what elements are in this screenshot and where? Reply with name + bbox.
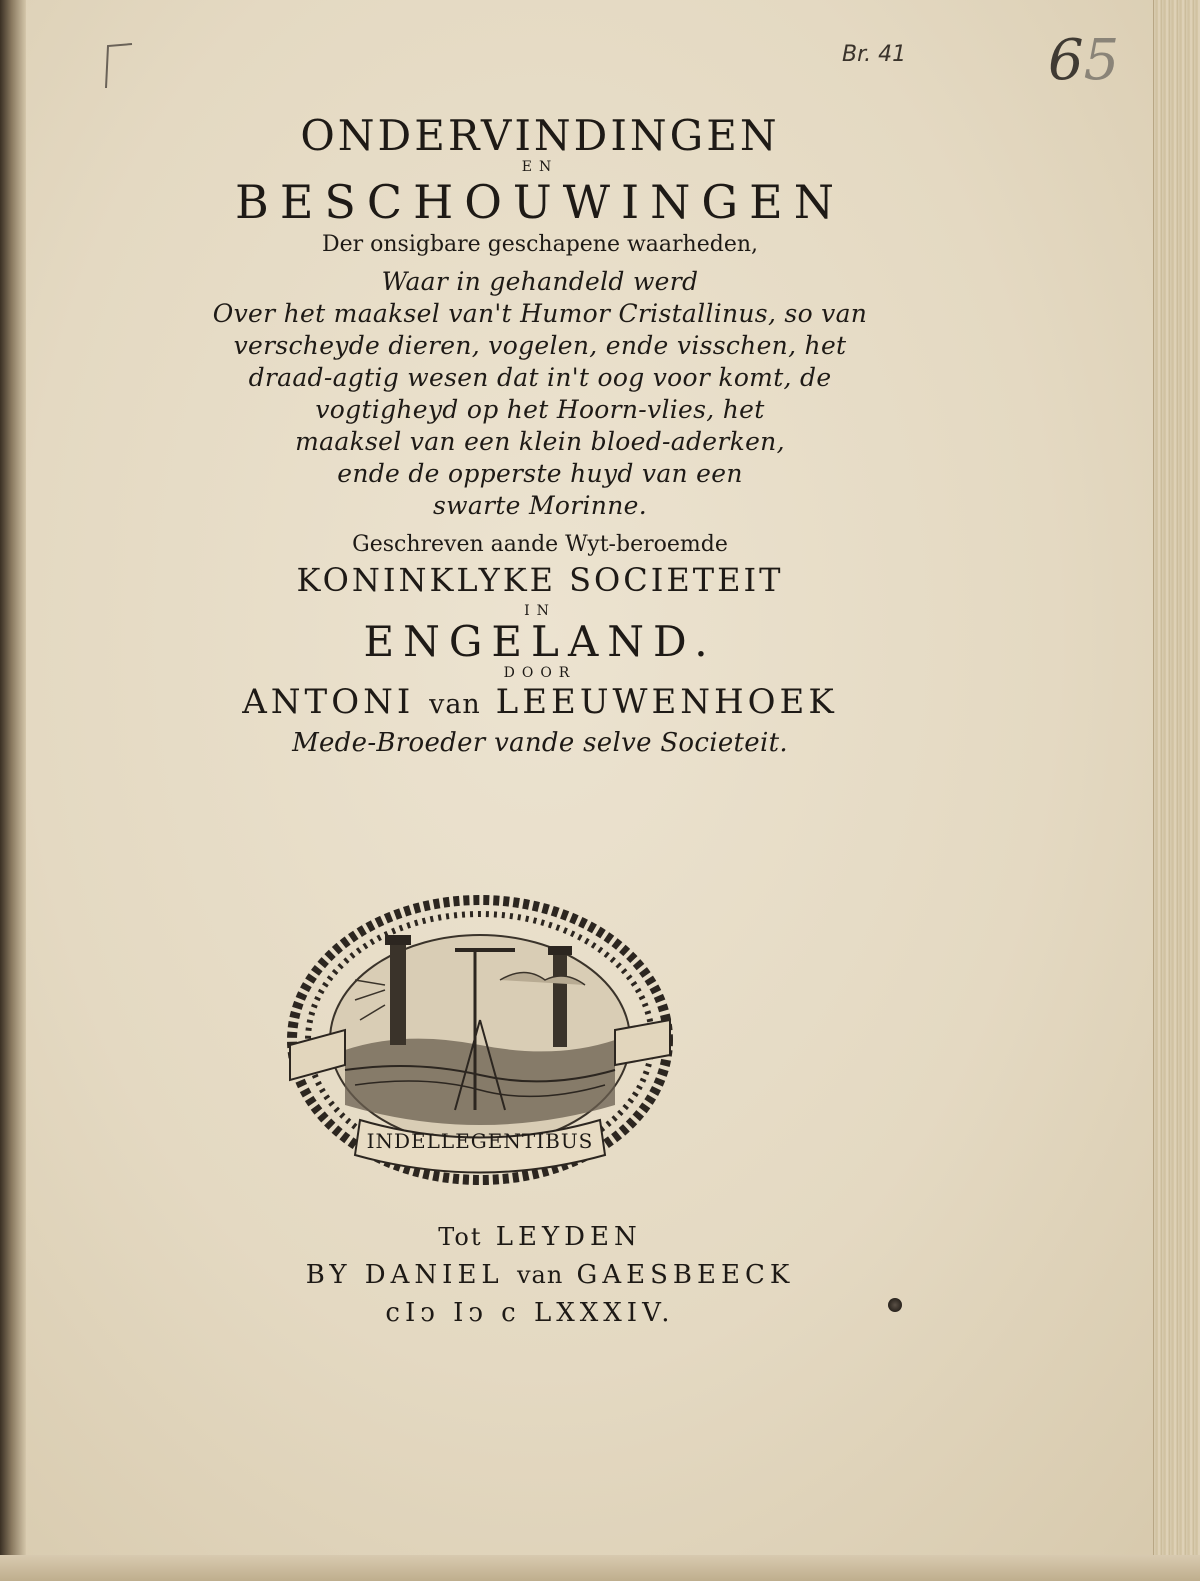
imprint-by: BY xyxy=(305,1260,352,1290)
description-line: ende de opperste huyd van een xyxy=(337,459,743,488)
description xyxy=(100,266,980,522)
country-name: ENGELAND. xyxy=(363,617,717,666)
author-name xyxy=(100,680,980,727)
shelf-mark: Br. 41 xyxy=(842,42,907,67)
title-line-1: ONDERVINDINGEN xyxy=(300,111,780,160)
author-first: ANTONI xyxy=(242,682,415,722)
imprint-place-name: LEYDEN xyxy=(495,1222,642,1252)
description-line: maaksel van een klein bloed-aderken, xyxy=(295,427,785,456)
author-van: van xyxy=(429,689,481,720)
printers-device-emblem xyxy=(285,880,675,1195)
imprint-year: cIↄ Iↄ c LXXXIV. xyxy=(385,1298,675,1328)
title-line-2: BESCHOUWINGEN xyxy=(235,175,845,229)
printer-van: van xyxy=(516,1261,564,1289)
page-fore-edge xyxy=(1153,0,1200,1581)
society-name: KONINKLYKE SOCIETEIT xyxy=(296,561,784,599)
pencil-annotation-icon xyxy=(96,40,136,90)
description-line: swarte Morinne. xyxy=(433,491,647,520)
folio-main: 6 xyxy=(1048,28,1084,93)
description-line: draad-agtig wesen dat in't oog voor komt, de xyxy=(248,363,832,392)
printer-first: DANIEL xyxy=(364,1260,504,1290)
folio-number xyxy=(1048,28,1119,93)
title-block xyxy=(100,112,980,759)
description-line: verscheyde dieren, vogelen, ende visschen, het xyxy=(233,331,847,360)
conjunction-in: IN xyxy=(524,603,556,619)
emblem-motto: INDELLEGENTIBUS xyxy=(366,1129,594,1153)
page-bottom-edge xyxy=(0,1555,1200,1581)
imprint-place xyxy=(100,1218,980,1256)
author-last: LEEUWENHOEK xyxy=(495,682,838,722)
author-role: Mede-Broeder vande selve Societeit. xyxy=(292,728,788,758)
imprint-block xyxy=(100,1218,980,1332)
imprint-place-prefix: Tot xyxy=(438,1223,483,1251)
binding-gutter xyxy=(0,0,26,1581)
description-line: vogtigheyd op het Hoorn-vlies, het xyxy=(315,395,765,424)
ink-spot xyxy=(888,1298,902,1312)
conjunction-en: EN xyxy=(521,159,559,175)
printer-last: GAESBEECK xyxy=(576,1260,795,1290)
imprint-printer xyxy=(120,1256,980,1294)
description-line: Waar in gehandeld werd xyxy=(381,267,699,296)
written-to: Geschreven aande Wyt-beroemde xyxy=(352,532,728,557)
folio-second: 5 xyxy=(1083,28,1120,93)
subtitle: Der onsigbare geschapene waarheden, xyxy=(321,232,759,257)
conjunction-door: DOOR xyxy=(503,665,577,681)
description-line: Over het maaksel van't Humor Cristallinus, so van xyxy=(212,299,868,328)
